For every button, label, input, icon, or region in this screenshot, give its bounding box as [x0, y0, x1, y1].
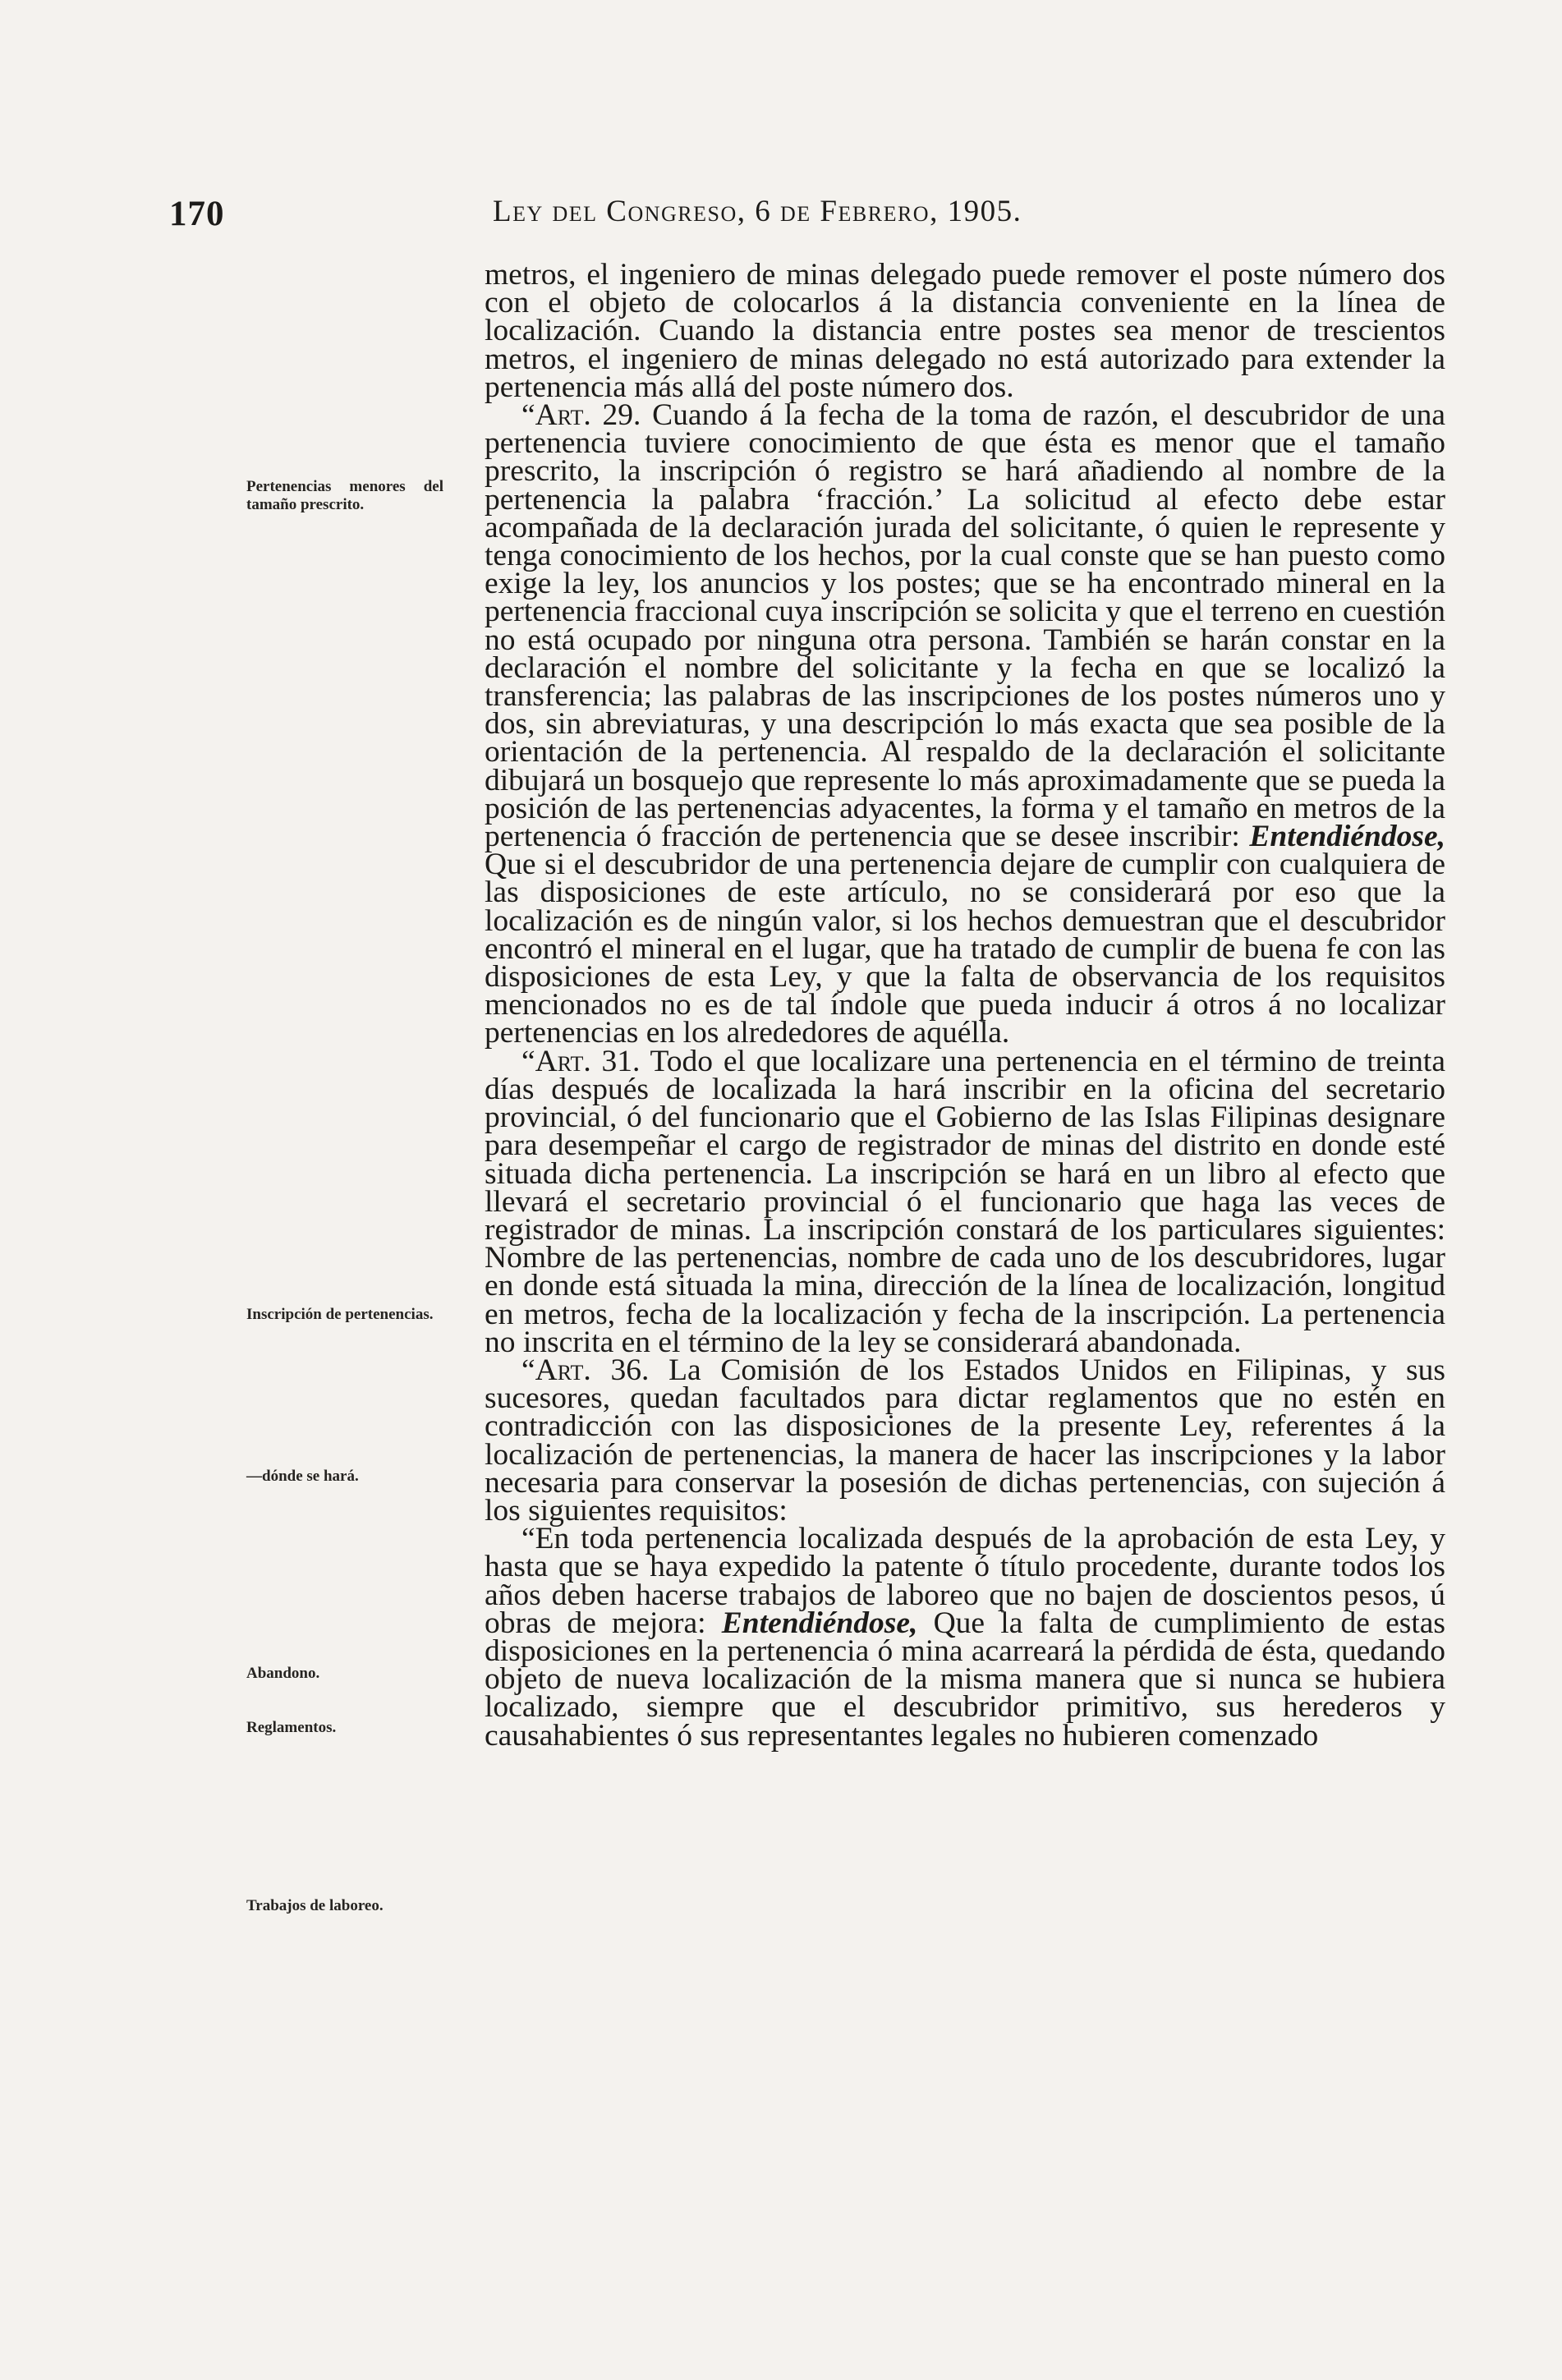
margin-notes [0, 0, 460, 2380]
margin-note-abandono: Abandono. [246, 1665, 320, 1682]
paragraph-art-36 [485, 1353, 1445, 1528]
paragraph-text: Que si el descubridor de una pertenencia dejare de cumplir con cualquiera de las disposiciones de este artículo, no se considerará por eso que la localización es de ningún valor, si los hechos demuestran que el descubridor encontró el mineral en el lugar, que ha tratado de cumplir de buena fe con las disposiciones de esta Ley, y que la falta de observancia de los requisitos mencionados no es de tal índole que pueda inducir á otros á no localizar pertenencias en los alrededores de aquélla. [485, 848, 1445, 1050]
paragraph-text: metros, el ingeniero de minas delegado puede remover el poste número dos con el objeto de colocarlos á la distancia conveniente en la línea de localización. Cuando la distancia entre postes sea menor de trescientos metros, el ingeniero de minas delegado no está autorizado para extender la pertenencia más allá del poste número dos. [485, 258, 1445, 404]
margin-note-reglamentos: Reglamentos. [246, 1719, 337, 1736]
paragraph-text: La Comisión de los Estados Unidos en Filipinas, y sus sucesores, quedan facultados para dictar reglamentos que no estén en contradicción con las disposiciones de la presente Ley, referentes á la localización de pertenencias, la manera de hacer las inscripciones y la labor necesaria para conservar la posesión de dichas pertenencias, con sujeción á los siguientes requisitos: [485, 1353, 1445, 1528]
paragraph-text: Que la falta de cumplimiento de estas disposiciones en la pertenencia ó mina acarreará la pérdida de ésta, quedando objeto de nueva localización de la misma manera que si nunca se hubiera localizado, siempre que el descubridor primitivo, sus herederos y causahabientes ó sus representantes legales no hubieren comenzado [485, 1606, 1445, 1753]
page-number: 170 [169, 195, 225, 233]
italic-term: Entendiéndose, [721, 1606, 918, 1640]
article-heading: “Art. 36. [521, 1353, 650, 1387]
paragraph-continuation [485, 258, 1445, 404]
italic-term: Entendiéndose, [1249, 820, 1445, 854]
article-heading: “Art. 29. [521, 398, 641, 433]
article-heading: “Art. 31. [521, 1044, 641, 1078]
paragraph-text: “En toda pertenencia localizada después de la aprobación de esta Ley, y hasta que se haya expedido la patente ó título procedente, durante todos los años deben hacerse trabajos de laboreo que no bajen de doscientos pesos, ú obras de mejora: [485, 1522, 1445, 1640]
margin-note-trabajos-de-laboreo: Trabajos de laboreo. [246, 1897, 384, 1914]
margin-note-donde-se-hara: —dónde se hará. [246, 1468, 359, 1485]
running-title: Ley del Congreso, 6 de Febrero, 1905. [493, 195, 1022, 228]
paragraph-art-31 [485, 1044, 1445, 1359]
margin-note-pertenencias-menores: Pertenencias menores del tamaño prescrito. [246, 478, 443, 513]
paragraph-art-29 [485, 398, 1445, 1050]
body-text [485, 258, 1445, 1753]
paragraph-laboreo [485, 1522, 1445, 1753]
paragraph-text: Todo el que localizare una pertenencia en el término de treinta días después de localizada la hará inscribir en la oficina del secretario provincial, ó del funcionario que el Gobierno de las Islas Filipinas designare para desempeñar el cargo de registrador de minas del distrito en donde esté situada dicha pertenencia. La inscripción se hará en un libro al efecto que llevará el secretario provincial ó el funcionario que haga las veces de registrador de minas. La inscripción constará de los particulares siguientes: Nombre de las pertenencias, nombre de cada uno de los descubridores, lugar en donde está situada la mina, dirección de la línea de localización, longitud en metros, fecha de la localización y fecha de la inscripción. La pertenencia no inscrita en el término de la ley se considerará abandonada. [485, 1044, 1445, 1359]
paragraph-text: Cuando á la fecha de la toma de razón, el descubridor de una pertenencia tuviere conocimiento de que ésta es menor que el tamaño prescrito, la inscripción ó registro se hará añadiendo al nombre de la pertenencia la palabra ‘fracción.’ La solicitud al efecto debe estar acompañada de la declaración jurada del solicitante, ó quien le represente y tenga conocimiento de los hechos, por la cual conste que se han puesto como exige la ley, los anuncios y los postes; que se ha encontrado mineral en la pertenencia fraccional cuya inscripción se solicita y que el terreno en cuestión no está ocupado por ninguna otra persona. También se harán constar en la declaración el nombre del solicitante y la fecha en que se localizó la transferencia; las palabras de las inscripciones de los postes números uno y dos, sin abreviaturas, y una descripción lo más exacta que sea posible de la orientación de la pertenencia. Al respaldo de la declaración el solicitante dibujará un bosquejo que represente lo más aproximadamente que se pueda la posición de las pertenencias adyacentes, la forma y el tamaño en metros de la pertenencia ó fracción de pertenencia que se desee inscribir: [485, 398, 1445, 854]
margin-note-inscripcion: Inscripción de pertenencias. [246, 1306, 434, 1323]
